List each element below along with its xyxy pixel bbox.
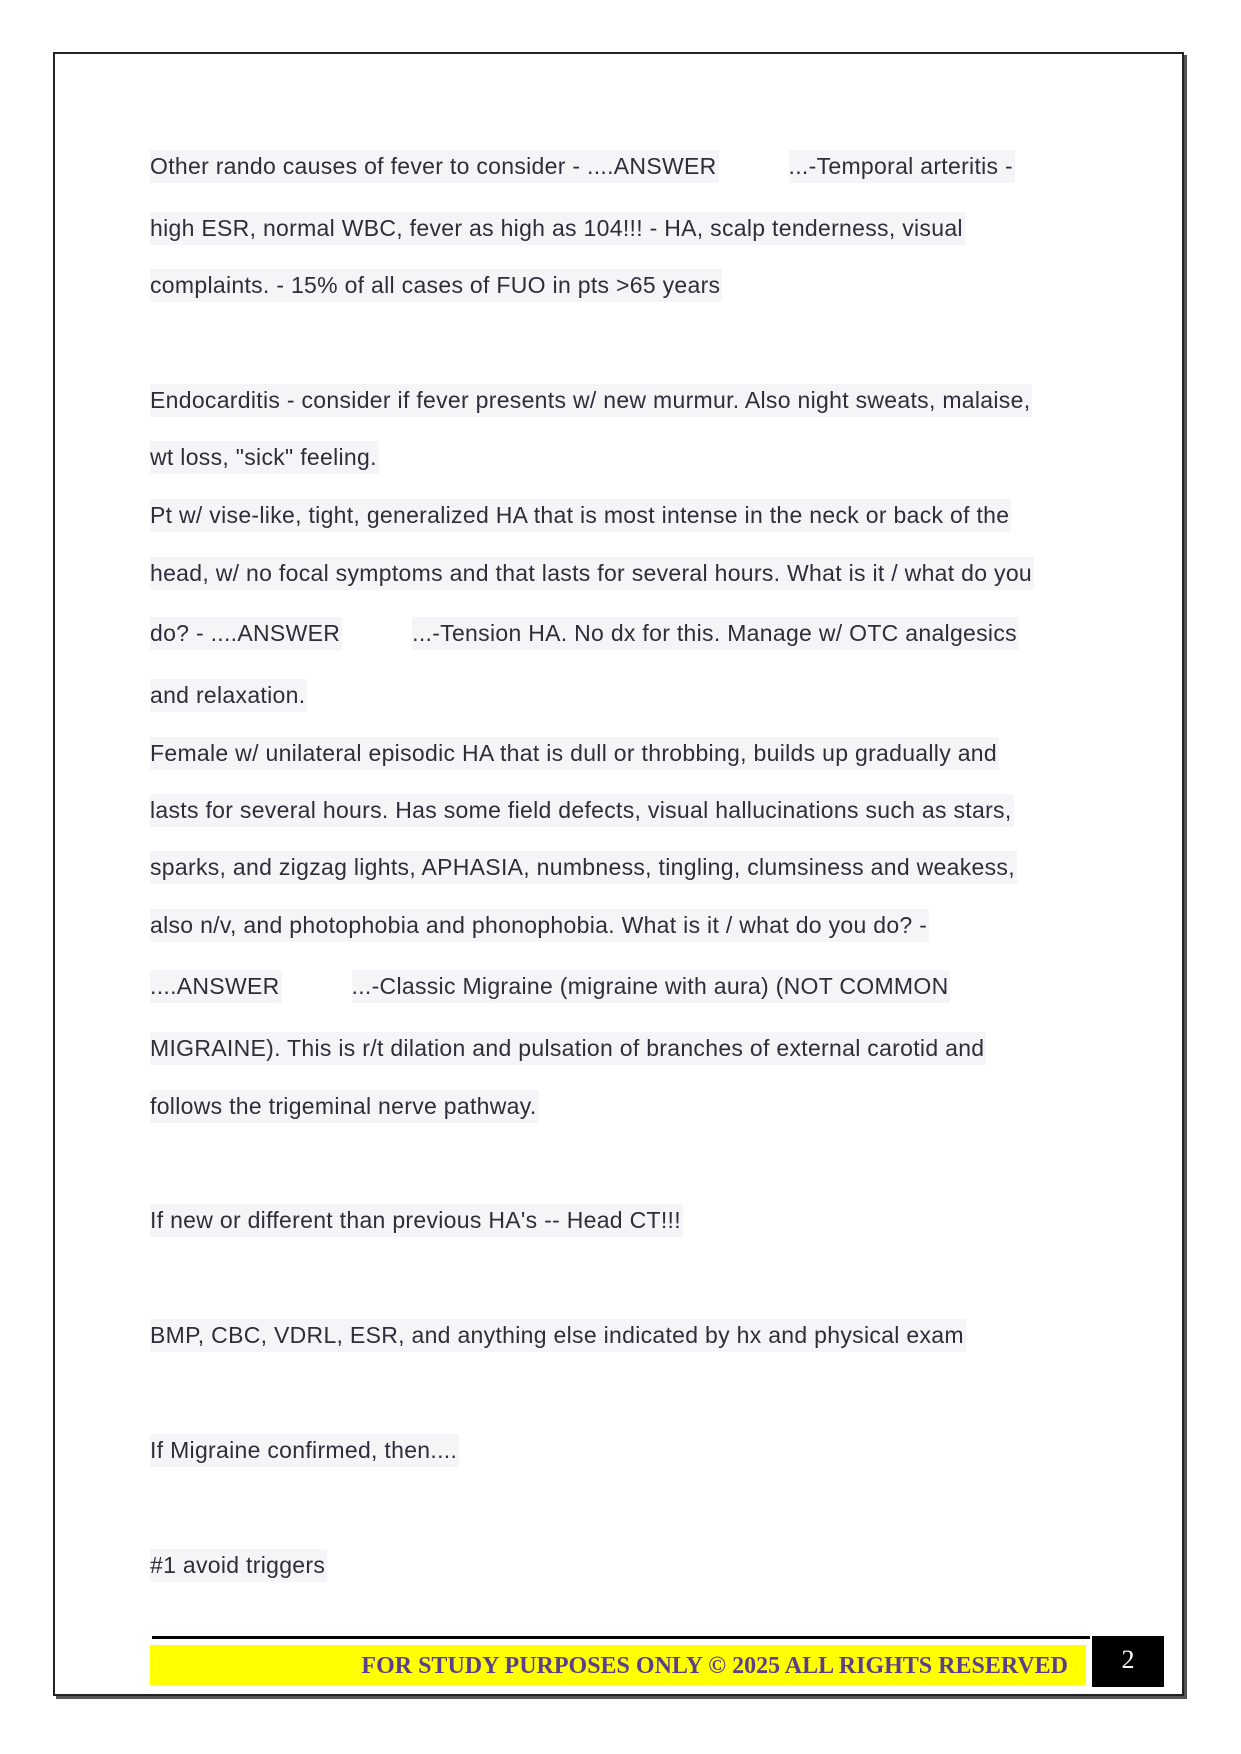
text-line	[150, 269, 722, 302]
text-line-segment: complaints. - 15% of all cases of FUO in pts >65 years	[150, 269, 722, 302]
text-line	[150, 384, 1032, 417]
text-line	[150, 1032, 986, 1065]
text-line-segment: Female w/ unilateral episodic HA that is dull or throbbing, builds up gradually and	[150, 737, 999, 770]
text-line	[150, 970, 950, 1003]
footer-notice-text: FOR STUDY PURPOSES ONLY © 2025 ALL RIGHTS RESERVED	[361, 1653, 1068, 1679]
text-line-segment: do? - ....ANSWER	[150, 617, 342, 650]
text-line-segment: If new or different than previous HA's -- Head CT!!!	[150, 1204, 683, 1237]
text-line	[150, 1549, 327, 1582]
text-line-segment: #1 avoid triggers	[150, 1549, 327, 1582]
text-line	[150, 1090, 539, 1123]
text-line	[150, 617, 1019, 650]
text-line-segment: Pt w/ vise-like, tight, generalized HA that is most intense in the neck or back of the	[150, 499, 1011, 532]
text-line-segment: follows the trigeminal nerve pathway.	[150, 1090, 539, 1123]
footer-divider	[152, 1636, 1090, 1639]
text-line-segment: Other rando causes of fever to consider - ....ANSWER	[150, 150, 719, 183]
text-line	[150, 679, 307, 712]
text-line-segment: sparks, and zigzag lights, APHASIA, numbness, tingling, clumsiness and weakess,	[150, 851, 1017, 884]
text-line	[150, 851, 1017, 884]
text-line-segment: also n/v, and photophobia and phonophobia. What is it / what do you do? -	[150, 909, 929, 942]
text-line-segment: lasts for several hours. Has some field defects, visual hallucinations such as stars,	[150, 794, 1014, 827]
text-line-segment: If Migraine confirmed, then....	[150, 1434, 459, 1467]
text-line-segment: MIGRAINE). This is r/t dilation and pulsation of branches of external carotid and	[150, 1032, 986, 1065]
text-line-segment: high ESR, normal WBC, fever as high as 104!!! - HA, scalp tenderness, visual	[150, 212, 965, 245]
footer-notice	[150, 1645, 1086, 1685]
text-line	[150, 557, 1034, 590]
text-line-segment: wt loss, "sick" feeling.	[150, 441, 379, 474]
page-number	[1092, 1636, 1164, 1687]
text-line	[150, 499, 1011, 532]
text-line-segment: and relaxation.	[150, 679, 307, 712]
page-number-text: 2	[1121, 1645, 1135, 1674]
text-line-segment: Endocarditis - consider if fever presents w/ new murmur. Also night sweats, malaise,	[150, 384, 1032, 417]
text-line	[150, 1434, 459, 1467]
text-line	[150, 212, 965, 245]
text-line-segment: ...-Temporal arteritis -	[789, 150, 1015, 183]
text-line	[150, 1319, 966, 1352]
text-line-segment: BMP, CBC, VDRL, ESR, and anything else indicated by hx and physical exam	[150, 1319, 966, 1352]
text-line	[150, 441, 379, 474]
text-line	[150, 909, 929, 942]
text-line	[150, 737, 999, 770]
text-line-segment: ....ANSWER	[150, 970, 282, 1003]
text-line	[150, 794, 1014, 827]
text-line	[150, 150, 1015, 183]
text-line	[150, 1204, 683, 1237]
text-line-segment: head, w/ no focal symptoms and that lasts for several hours. What is it / what do you	[150, 557, 1034, 590]
text-line-segment: ...-Classic Migraine (migraine with aura) (NOT COMMON	[352, 970, 951, 1003]
text-line-segment: ...-Tension HA. No dx for this. Manage w/ OTC analgesics	[412, 617, 1019, 650]
